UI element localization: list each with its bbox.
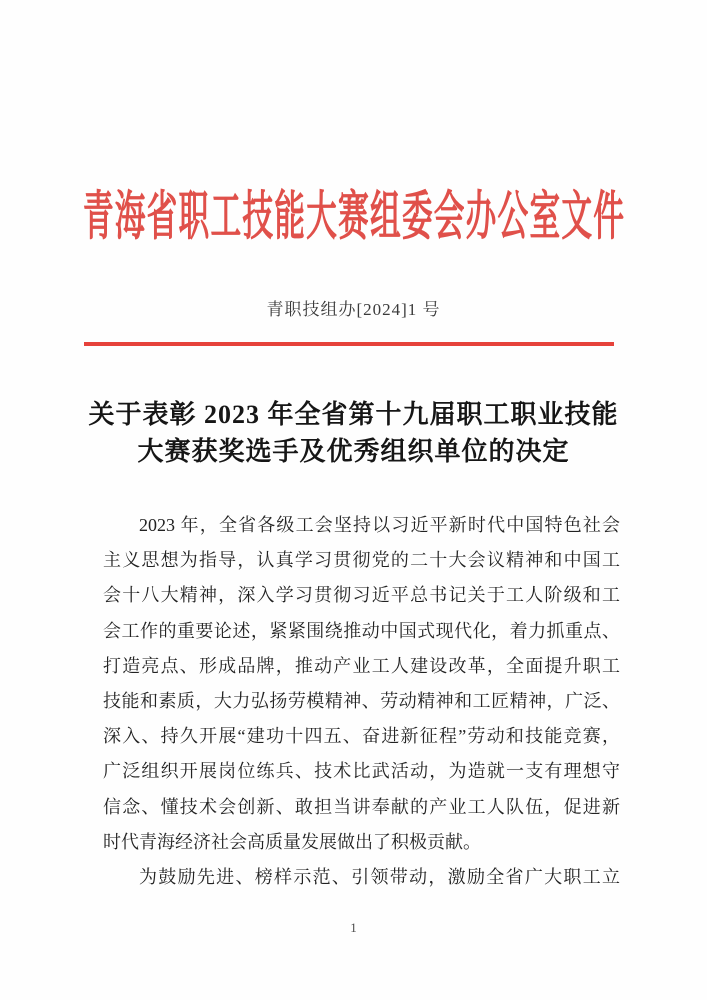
red-divider-line bbox=[84, 342, 614, 346]
body-line: 技能和素质，大力弘扬劳模精神、劳动精神和工匠精神，广泛、 bbox=[103, 691, 620, 712]
body-text bbox=[103, 508, 620, 895]
page-number: 1 bbox=[350, 920, 357, 935]
doc-title-line-2: 大赛获奖选手及优秀组织单位的决定 bbox=[137, 437, 570, 466]
doc-number: 青职技组办[2024]1 号 bbox=[266, 300, 441, 319]
letterhead-org-title: 青海省职工技能大赛组委会办公室文件 bbox=[82, 188, 625, 246]
body-line: 广泛组织开展岗位练兵、技术比武活动，为造就一支有理想守 bbox=[103, 761, 620, 782]
body-line: 深入、持久开展“建功十四五、奋进新征程”劳动和技能竞赛， bbox=[103, 726, 620, 747]
doc-title-line-1: 关于表彰 2023 年全省第十九届职工职业技能 bbox=[88, 400, 619, 429]
doc-title bbox=[0, 396, 707, 470]
body-line: 主义思想为指导，认真学习贯彻党的二十大会议精神和中国工 bbox=[103, 550, 620, 571]
body-line: 为鼓励先进、榜样示范、引领带动，激励全省广大职工立 bbox=[139, 867, 620, 888]
body-line: 时代青海经济社会高质量发展做出了积极贡献。 bbox=[103, 831, 481, 852]
body-line: 会工作的重要论述，紧紧围绕推动中国式现代化，着力抓重点、 bbox=[103, 620, 620, 641]
body-line: 2023 年，全省各级工会坚持以习近平新时代中国特色社会 bbox=[139, 515, 620, 535]
body-line: 打造亮点、形成品牌，推动产业工人建设改革，全面提升职工 bbox=[103, 655, 620, 676]
body-line: 信念、懂技术会创新、敢担当讲奉献的产业工人队伍，促进新 bbox=[103, 796, 620, 817]
body-line: 会十八大精神，深入学习贯彻习近平总书记关于工人阶级和工 bbox=[103, 585, 620, 606]
